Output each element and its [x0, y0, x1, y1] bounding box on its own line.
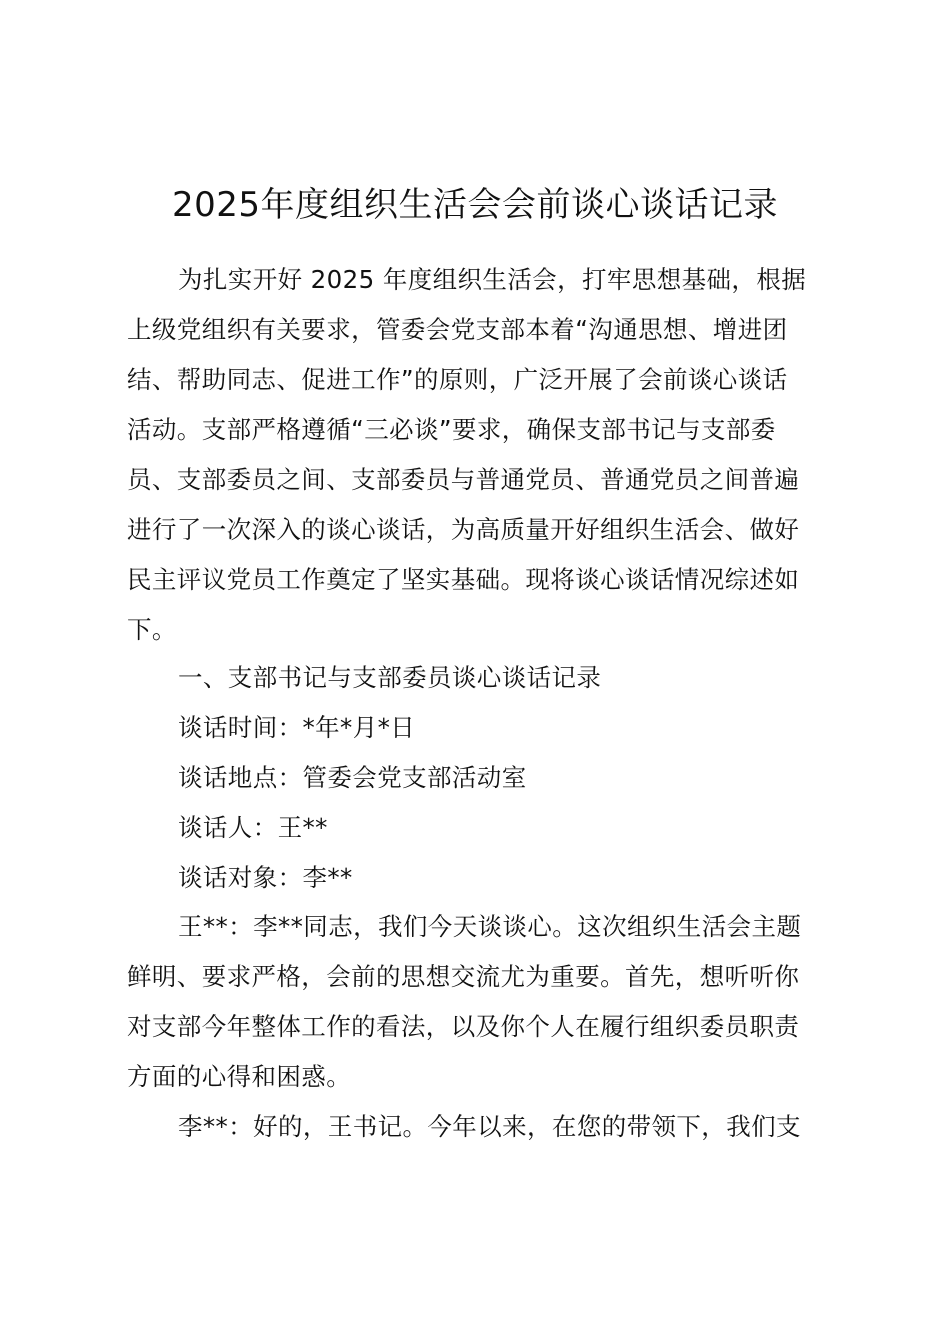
dialogue-line: 方面的心得和困惑。 [127, 1062, 352, 1091]
dialogue-line: 鲜明、要求严格，会前的思想交流尤为重要。首先，想听听你 [127, 962, 800, 991]
paragraph-line: 员、支部委员之间、支部委员与普通党员、普通党员之间普遍 [127, 465, 800, 494]
dialogue-line: 李**：好的，王书记。今年以来，在您的带领下，我们支 [178, 1112, 801, 1141]
paragraph-line: 活动。支部严格遵循“三必谈”要求，确保支部书记与支部委 [127, 415, 776, 444]
paragraph-line: 为扎实开好 2025 年度组织生活会，打牢思想基础，根据 [178, 265, 807, 294]
paragraph-line: 结、帮助同志、促进工作”的原则，广泛开展了会前谈心谈话 [127, 365, 788, 394]
dialogue-line: 对支部今年整体工作的看法，以及你个人在履行组织委员职责 [127, 1012, 800, 1041]
document-title: 2025年度组织生活会会前谈心谈话记录 [171, 185, 779, 225]
section-heading: 一、支部书记与支部委员谈心谈话记录 [178, 663, 602, 692]
dialogue-line: 王**：李**同志，我们今天谈谈心。这次组织生活会主题 [178, 912, 802, 941]
paragraph-line: 下。 [127, 615, 177, 644]
paragraph-line: 上级党组织有关要求，管委会党支部本着“沟通思想、增进团 [127, 315, 788, 344]
talk-subject: 谈话对象：李** [178, 863, 353, 892]
talk-time: 谈话时间：*年*月*日 [178, 713, 416, 742]
paragraph-line: 民主评议党员工作奠定了坚实基础。现将谈心谈话情况综述如 [127, 565, 800, 594]
paragraph-line: 进行了一次深入的谈心谈话，为高质量开好组织生活会、做好 [127, 515, 800, 544]
talk-location: 谈话地点：管委会党支部活动室 [178, 763, 527, 792]
talk-speaker: 谈话人：王** [178, 813, 328, 842]
